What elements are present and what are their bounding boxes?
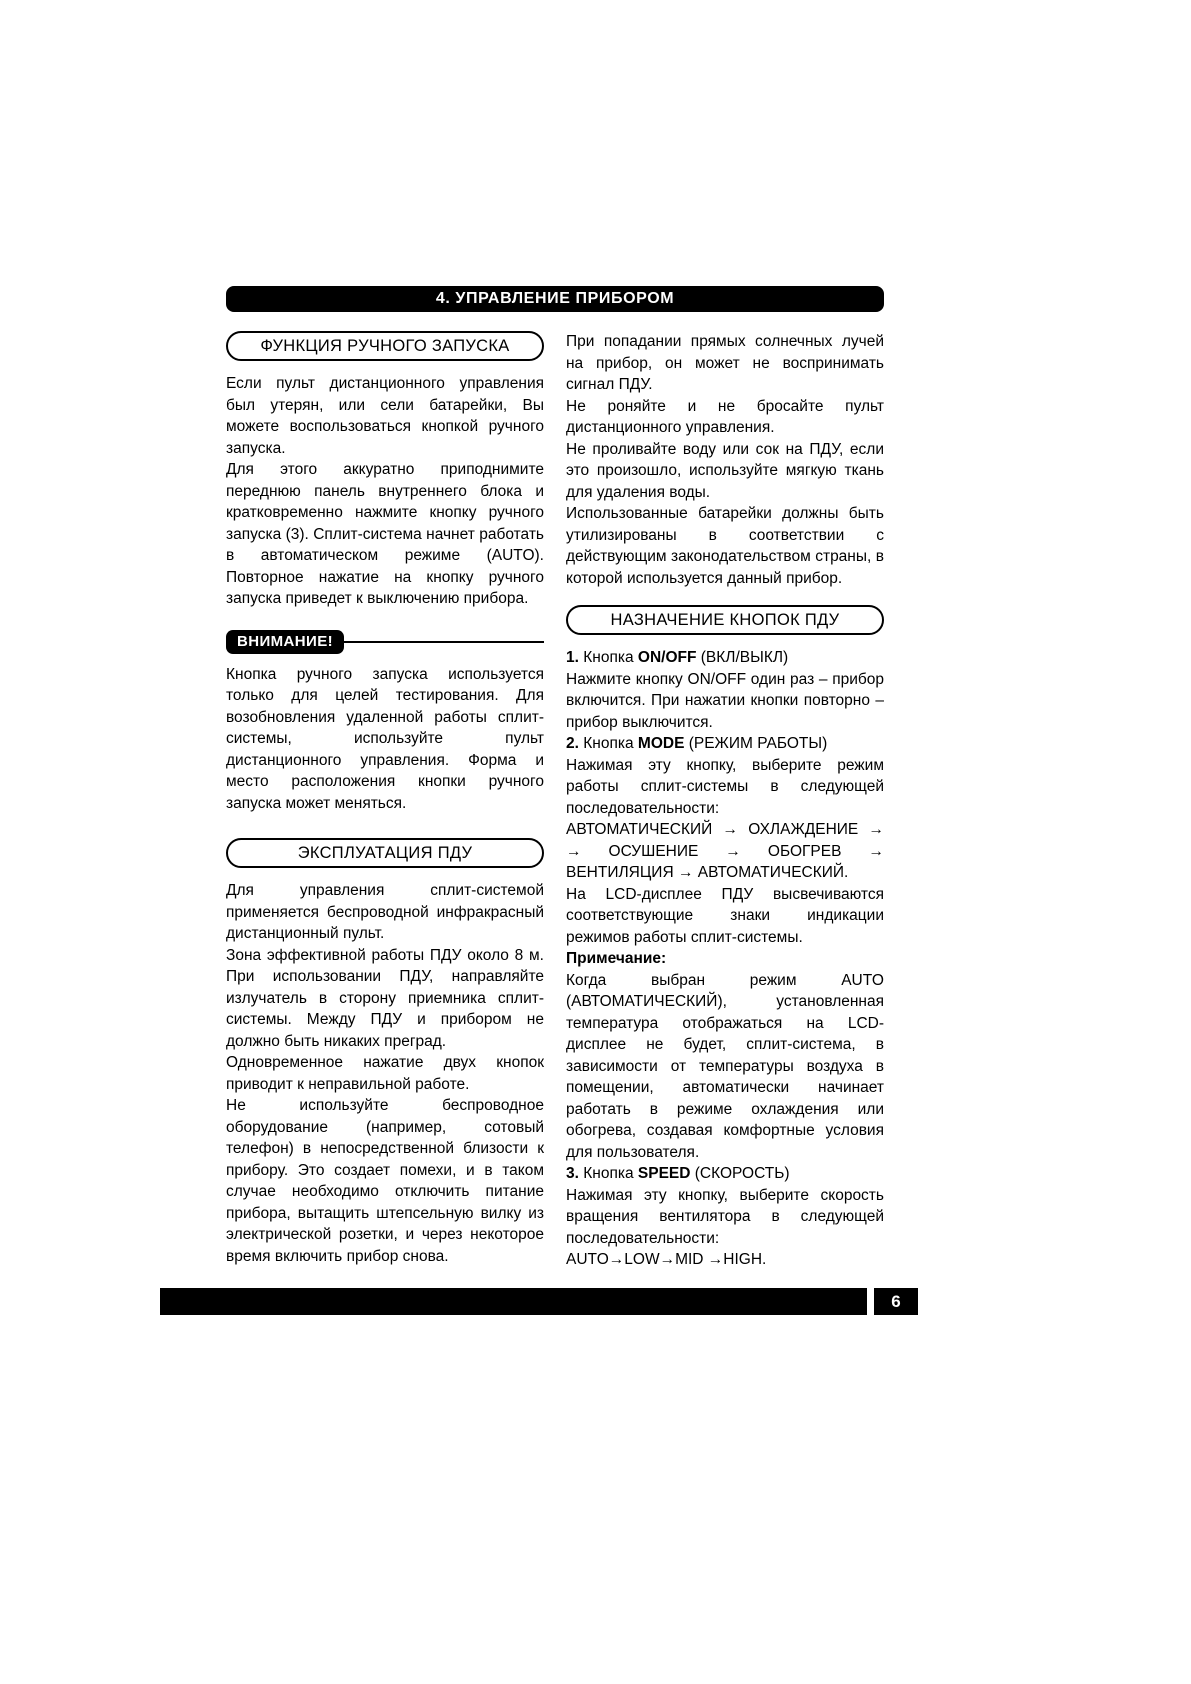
body-paragraph: При попадании прямых солнечных лучей на прибор, он может не воспринимать сигнал ПДУ. xyxy=(566,333,884,393)
section-title-text: ФУНКЦИЯ РУЧНОГО ЗАПУСКА xyxy=(260,336,510,355)
body-paragraph: Использованные батарейки должны быть утилизированы в соответствии с действующим законодательством страны, в которой используется данный прибор. xyxy=(566,505,884,587)
section-title-text: ЭКСПЛУАТАЦИЯ ПДУ xyxy=(297,843,473,862)
warning-rule xyxy=(344,641,544,643)
button-item-2-body: На LCD-дисплее ПДУ высвечиваются соответствующие знаки индикации режимов работы сплит-системы. xyxy=(566,885,884,946)
section-title-remote-operation xyxy=(226,838,544,868)
heading-text: (СКОРОСТЬ) xyxy=(690,1165,790,1182)
body-paragraph: Не используйте беспроводное оборудование (например, сотовый телефон) в непосредственной близости к прибору. Это создает помехи, и в таком случае необходимо отключить питание прибора, вытащить штепсельную вилку из электрической розетки, и через некоторое время включить прибор снова. xyxy=(226,1097,544,1265)
button-item-2-heading xyxy=(566,733,884,755)
heading-text: (ВКЛ/ВЫКЛ) xyxy=(696,649,789,666)
button-item-1-heading xyxy=(566,647,884,669)
warning-text: Кнопка ручного запуска используется только для целей тестирования. Для возобновления удаленной работы сплит-системы, используйте пульт дистанционного управления. Форма и место расположения кнопки ручного запуска может меняться. xyxy=(226,665,544,812)
note-label-text: Примечание: xyxy=(566,950,667,967)
button-item-3-heading xyxy=(566,1163,884,1185)
body-paragraph: Не проливайте воду или сок на ПДУ, если это произошло, используйте мягкую ткань для удаления воды. xyxy=(566,440,884,501)
section-title-text: НАЗНАЧЕНИЕ КНОПОК ПДУ xyxy=(610,610,840,629)
heading-text: Кнопка xyxy=(578,1165,638,1182)
button-label: MODE xyxy=(637,735,685,752)
footer-bar xyxy=(160,1288,918,1315)
body-paragraph: Зона эффективной работы ПДУ около 8 м. При использовании ПДУ, направляйте излучатель в сторону приемника сплит-системы. Между ПДУ и прибором не должно быть никаких преград. xyxy=(226,946,544,1050)
heading-text: Кнопка xyxy=(578,735,638,752)
section-title-manual-start xyxy=(226,331,544,361)
body-paragraph: Если пульт дистанционного управления был утерян, или сели батарейки, Вы можете воспользоваться кнопкой ручного запуска. xyxy=(226,375,544,457)
heading-text: (РЕЖИМ РАБОТЫ) xyxy=(684,735,828,752)
item-number: 2. xyxy=(566,735,579,752)
page-content xyxy=(226,286,884,1271)
section-header-bar xyxy=(226,286,884,312)
column-right xyxy=(566,331,884,1271)
page-number: 6 xyxy=(874,1288,918,1315)
two-column-layout xyxy=(226,331,884,1271)
column-left xyxy=(226,331,544,1267)
speed-sequence: AUTO→LOW→MID →HIGH. xyxy=(566,1251,767,1268)
mode-sequence: АВТОМАТИЧЕСКИЙ → ОХЛАЖДЕНИЕ → → ОСУШЕНИЕ → ОБОГРЕВ → ВЕНТИЛЯЦИЯ → АВТОМАТИЧЕСКИЙ. xyxy=(566,821,884,881)
note-body: Когда выбран режим AUTO (АВТОМАТИЧЕСКИЙ), установленная температура отображаться на LCD-дисплее не будет, сплит-система, в зависимости от температуры воздуха в помещении, автоматически начинает работать в режиме охлаждения или обогрева, создавая комфортные условия для пользователя. xyxy=(566,971,884,1161)
section-title-remote-buttons xyxy=(566,605,884,635)
warning-badge: ВНИМАНИЕ! xyxy=(226,630,344,654)
button-item-2-body: Нажимая эту кнопку, выберите режим работы сплит-системы в следующей последовательности: xyxy=(566,756,884,817)
body-paragraph: Для этого аккуратно приподнимите переднюю панель внутреннего блока и кратковременно нажмите кнопку ручного запуска (3). Сплит-система начнет работать в автоматическом режиме (AUTO). Повторное нажатие на кнопку ручного запуска приведет к выключению прибора. xyxy=(226,461,544,607)
body-paragraph: Для управления сплит-системой применяется беспроводной инфракрасный дистанционный пульт. xyxy=(226,882,544,942)
button-item-1-body: Нажмите кнопку ON/OFF один раз – прибор включится. При нажатии кнопки повторно – прибор выключится. xyxy=(566,670,884,731)
item-number: 1. xyxy=(566,649,579,666)
note-label xyxy=(566,948,884,970)
footer-rule xyxy=(160,1288,867,1315)
body-paragraph: Одновременное нажатие двух кнопок приводит к неправильной работе. xyxy=(226,1054,544,1093)
button-label: ON/OFF xyxy=(637,649,697,666)
button-label: SPEED xyxy=(637,1165,691,1182)
section-header-title: 4. УПРАВЛЕНИЕ ПРИБОРОМ xyxy=(435,290,675,307)
item-number: 3. xyxy=(566,1165,579,1182)
heading-text: Кнопка xyxy=(578,649,638,666)
warning-header xyxy=(226,630,544,654)
button-item-3-body: Нажимая эту кнопку, выберите скорость вращения вентилятора в следующей последовательности: xyxy=(566,1186,884,1247)
body-paragraph: Не роняйте и не бросайте пульт дистанционного управления. xyxy=(566,397,884,436)
footer-divider xyxy=(867,1288,874,1315)
